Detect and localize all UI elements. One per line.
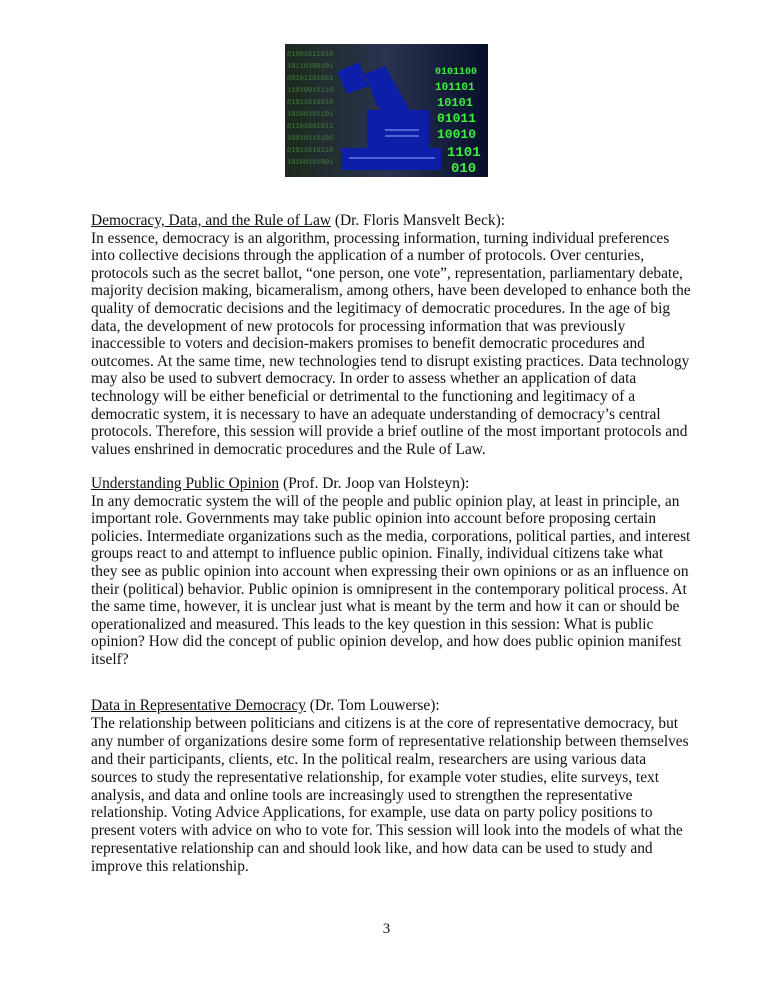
- paragraph-line: their (political) behavior. Public opinion is omnipresent in the contemporary political process. At: [91, 580, 687, 598]
- paragraph-line: outcomes. At the same time, new technologies tend to disrupt existing practices. Data technology: [91, 352, 690, 370]
- paragraph-line: technology will be either beneficial or detrimental to the functioning and legitimacy of a: [91, 387, 636, 405]
- paragraph-line: quality of democratic decisions and the legitimacy of democratic procedures. In the age of big: [91, 299, 671, 317]
- paragraph-line: any number of organizations desire some form of representative relationship between themselves: [91, 732, 689, 750]
- paragraph-line: values enshrined in democratic procedures and the Rule of Law.: [91, 440, 486, 458]
- section-heading: [91, 697, 691, 715]
- section-understanding-public-opinion: [91, 475, 691, 669]
- paragraph-line: into collective decisions through the application of a number of protocols. Over centuries,: [91, 247, 645, 265]
- svg-text:10100101101: 10100101101: [287, 111, 334, 119]
- section-title: Data in Representative Democracy: [91, 697, 306, 714]
- page-number: 3: [382, 921, 391, 937]
- paragraph-line: itself?: [91, 650, 129, 668]
- section-heading: [91, 212, 691, 230]
- paragraph-line: sources to study the representative relationship, for example voter studies, elite surveys, text: [91, 768, 660, 786]
- paragraph-line: In any democratic system the will of the people and public opinion play, at least in principle, an: [91, 492, 680, 510]
- section-data-in-representative-democracy: [91, 697, 691, 876]
- svg-text:10101: 10101: [437, 96, 474, 110]
- section-speaker: (Dr. Tom Louwerse):: [305, 697, 440, 714]
- section-democracy-data-rule-of-law: [91, 212, 691, 458]
- svg-text:00101101001: 00101101001: [287, 75, 334, 83]
- paragraph-line: The relationship between politicians and citizens is at the core of representative democracy, but: [91, 714, 679, 732]
- paragraph-line: protocols. Therefore, this session will provide a brief outline of the most important protocols and: [91, 423, 688, 441]
- paragraph-line: may also be used to subvert democracy. In order to assess whether an application of data: [91, 370, 637, 388]
- section-speaker: (Dr. Floris Mansvelt Beck):: [331, 212, 506, 229]
- svg-text:101101: 101101: [435, 82, 475, 94]
- section-heading: [91, 475, 691, 493]
- paragraph-line: inaccessible to voters and decision-makers promises to benefit democratic procedures and: [91, 335, 645, 353]
- paragraph-line: important role. Governments may take public opinion into account before proposing certain: [91, 510, 657, 528]
- paragraph-line: operationalized and measured. This leads to the key question in this session: What is public: [91, 615, 654, 633]
- svg-text:01011010110: 01011010110: [287, 147, 334, 155]
- paragraph-line: policies. Intermediate organizations such as the media, corporations, political parties, and interest: [91, 527, 691, 545]
- paragraph-line: democratic system, it is necessary to have an adequate understanding of democracy’s central: [91, 405, 661, 423]
- paragraph-line: representative relationship can and should look like, and how data can be used to study and: [91, 840, 653, 858]
- paragraph-line: present voters with advice on who to vote for. This session will look into the models of what the: [91, 822, 683, 840]
- paragraph-line: and their participants, clients, etc. In the political realm, researchers are using various data: [91, 750, 647, 768]
- section-title: Understanding Public Opinion: [91, 475, 280, 492]
- paragraph-line: protocols such as the secret ballot, “one person, one vote”, representation, parliamentary debate,: [91, 264, 683, 282]
- paragraph-line: the same time, however, it is unclear just what is meant by the term and how it can or should be: [91, 598, 680, 616]
- paragraph-line: analysis, and data and online tools are increasingly used to strengthen the representative: [91, 786, 633, 804]
- svg-text:01011010010: 01011010010: [287, 99, 334, 107]
- paragraph-line: majority decision making, bicameralism, among others, have been developed to enhance both the: [91, 282, 691, 300]
- ballot-box-icon: [285, 44, 488, 177]
- svg-text:01001011010: 01001011010: [287, 51, 334, 59]
- paragraph-line: improve this relationship.: [91, 858, 249, 876]
- svg-text:11010010110: 11010010110: [287, 87, 334, 95]
- svg-text:01101001011: 01101001011: [287, 123, 334, 131]
- svg-text:10010: 10010: [437, 127, 477, 142]
- paragraph-line: groups react to and attempt to influence public opinion. Finally, individual citizens take what: [91, 545, 664, 563]
- svg-text:10010110100: 10010110100: [287, 135, 334, 143]
- paragraph-line: they see as public opinion into account when expressing their own opinions or as an influence on: [91, 562, 689, 580]
- svg-text:10100101001: 10100101001: [287, 159, 334, 167]
- svg-text:1101: 1101: [447, 145, 481, 161]
- section-speaker: (Prof. Dr. Joop van Holsteyn):: [279, 475, 470, 492]
- paragraph-line: data, the development of new protocols for processing information that was previously: [91, 317, 626, 335]
- ballot-box-data-image: [285, 44, 488, 177]
- svg-text:01011: 01011: [437, 111, 477, 126]
- svg-text:0101100: 0101100: [435, 67, 478, 78]
- svg-text:010: 010: [451, 161, 477, 177]
- svg-text:10110100101: 10110100101: [287, 63, 334, 71]
- section-title: Democracy, Data, and the Rule of Law: [91, 212, 332, 229]
- paragraph-line: In essence, democracy is an algorithm, processing information, turning individual preferences: [91, 229, 670, 247]
- paragraph-line: opinion? How did the concept of public opinion develop, and how does public opinion manifest: [91, 633, 682, 651]
- paragraph-line: relationship. Voting Advice Applications, for example, use data on party policy positions to: [91, 804, 653, 822]
